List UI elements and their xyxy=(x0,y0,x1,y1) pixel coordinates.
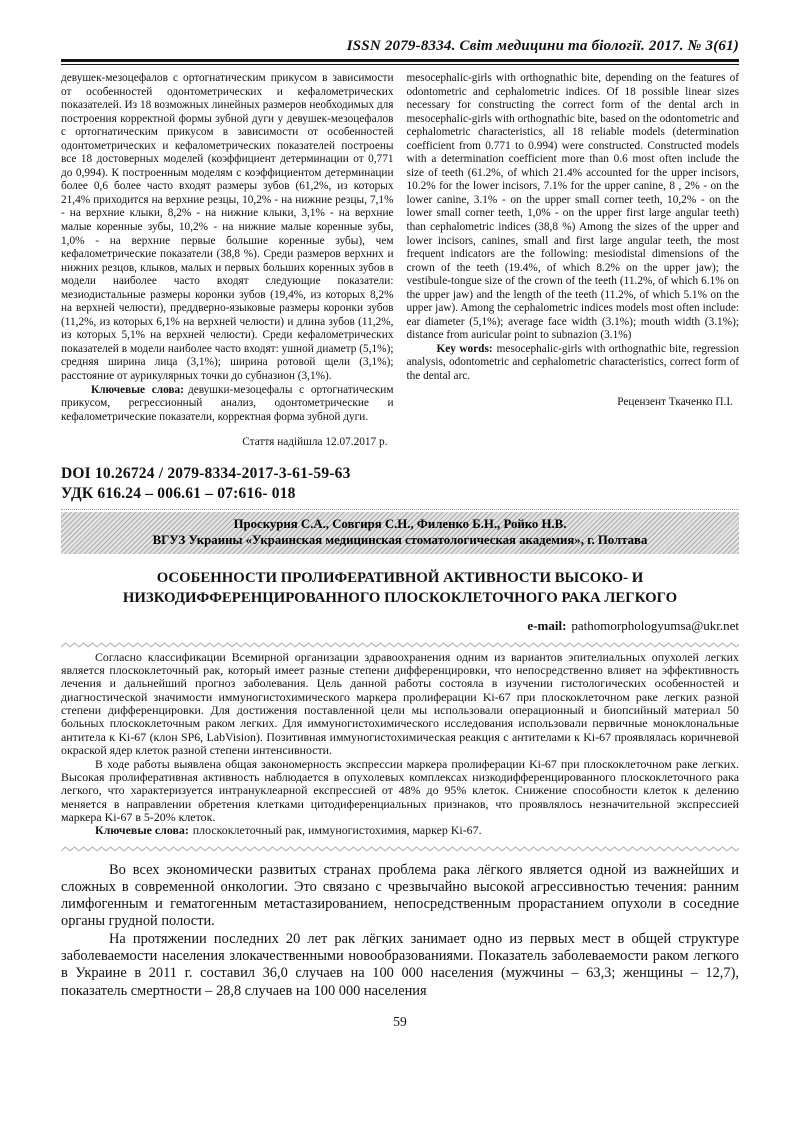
doi-line: DOI 10.26724 / 2079-8334-2017-3-61-59-63 xyxy=(61,464,351,482)
article-title xyxy=(61,568,739,608)
authors-affiliation-box xyxy=(61,512,739,554)
page-number: 59 xyxy=(393,1013,407,1029)
article-body-text xyxy=(61,862,739,1000)
abstract-paragraph-2: В ходе работы выявлена общая закономерность экспрессии маркера пролиферации Ki-67 при плоскоклеточном раке легких. Высокая пролиферативная активность наблюдается в опухолевых комплексах низкодифференцированного плоскоклеточного рака легкого, что характеризуется интрануклеарной експрессией от 48% до 95% клеток. Снижение способности клеток к делению меняется в направлении обретения клетками цитодиференциальных признаков, что проявлялось незначительной экспрессией маркера Ki-67 в 5-20% клеток. xyxy=(61,756,739,824)
article-received-line: Стаття надійшла 12.07.2017 р. xyxy=(242,436,388,449)
zigzag-divider-top xyxy=(61,642,739,648)
abstract-keywords-label: Ключевые слова: xyxy=(95,823,189,838)
journal-issn-line: ISSN 2079-8334. Світ медицини та біології. 2017. № 3(61) xyxy=(346,38,739,54)
english-keywords-label: Key words: xyxy=(436,342,493,355)
russian-keywords-text: девушки-мезоцефалы с ортогнатическим прикусом, регрессионный анализ, одонтометрические и кефалометрические показатели, корректная форма зубной дуги. xyxy=(61,383,394,423)
russian-abstract-body: девушек-мезоцефалов с ортогнатическим прикусом в зависимости от особенностей одонтометрических и кефалометрических показателей. Из 18 возможных линейных размеров необходимых для построения корректной формы зубной дуги у девушек-мезоцефалов с ортогнатическим прикусом в зависимости от особенностей одонтометрических и кефалометрических показателей построены все 18 достоверных моделей (коэффициент детерминации от 0,771 до 0,994). К построенным моделям с коэффициентом детерминации более 0,6 более часто входят размеры зубов (61,2%, из которых 21,4% приходится на верхние резцы, 10,2% - на нижние резцы, 7,1% - на верхние клыки, 8,2% - на нижние клыки, 3,1% - на верхние малые коренные зубы, 10,2% - на нижние малые коренные зубы, 1,0% - на верхние первые большие коренные зубы), чем кефалометрические показатели (38,8 %). Среди размеров верхних и нижних резцов, клыков, малых и первых больших коренных зубов в модели наиболее часто входят следующие показатели: мезиодистальные размеры коронки зубов (19,4%, из которых 8,2% на верхней челюсти), преддверно-языковые размеры коронки зубов (11,2%, из которых 6,1% на верхней челюсти) и длина зубов (11,2%, из которых 5,1% на верхней челюсти). Среди кефалометрических показателей в модели наиболее часто входят: ушной диаметр (5,1%); средняя ширина лица (3,1%); ширина ротовой щели (3,1%); расстояние от аурикулярных точки до субназион (3,1%). xyxy=(61,72,394,383)
email-address: pathomorphologyumsa@ukr.net xyxy=(571,617,739,633)
body-paragraph-1: Во всех экономически развитых странах проблема рака лёгкого является одной из важнейших и сложных в современной онкологии. Это связано с чрезвычайно высокой агрессивностью течения: ранним лимфогенным и гематогенным метастазированием, непосредственным прорастанием опухоли в соседние органы грудной полости. xyxy=(61,861,739,930)
english-keywords-text: mesocephalic-girls with orthognathic bite, regression analysis, odontometric and cephalometric characteristics, correct form of the dental arc. xyxy=(406,342,739,383)
article-title-line2: НИЗКОДИФФЕРЕНЦИРОВАННОГО ПЛОСКОКЛЕТОЧНОГО РАКА ЛЕГКОГО xyxy=(122,589,678,606)
header-rule-thin xyxy=(61,64,739,65)
authors-line: Проскурня С.А., Совгиря С.Н., Филенко Б.Н., Ройко Н.В. xyxy=(233,516,567,531)
page-header xyxy=(61,38,739,65)
abstract-column-english xyxy=(407,72,740,450)
article-title-line1: ОСОБЕННОСТИ ПРОЛИФЕРАТИВНОЙ АКТИВНОСТИ ВЫСОКО- И xyxy=(156,569,644,586)
email-label: e-mail: xyxy=(527,617,567,633)
zigzag-divider-bottom xyxy=(61,846,739,852)
english-keywords-paragraph xyxy=(407,343,740,384)
abstract-column-russian xyxy=(61,72,394,450)
article-reviewer-line: Рецензент Ткаченко П.І. xyxy=(617,395,733,408)
abstract-keywords-text: плоскоклеточный рак, иммуногистохимия, маркер Ki-67. xyxy=(192,823,482,838)
abstract-paragraph-1: Согласно классификации Всемирной организации здравоохранения одним из вариантов эпителиальных опухолей легких является плоскоклеточный рак, который имеет разные степени дифференцировки, что непосредственно влияет на эффективность лечения и дальнейший прогноз заболевания. Цель данной работы состояла в изучении гистологических особенностей и диагностической значимости иммуногистохимического маркера пролиферации Ki-67 при плоскоклеточном раке легких разной степени дифференцировки. Для достижения поставленной цели мы использовали операционный и биопсийный материал 50 больных плоскоклеточным раком легких. Для иммуногистохимического исследования использовали первичные моноклональные антитела к Ki-67 (клон SP6, LabVision). Позитивная иммуногистохимическая реакция с антителами к Ki-67 проявлялась коричневой окраской ядер клеток разной степени интенсивности. xyxy=(61,649,739,758)
abstract-keywords-paragraph xyxy=(61,824,739,837)
body-paragraph-2: На протяжении последних 20 лет рак лёгких занимает одно из первых мест в общей структуре заболеваемости населения злокачественными новообразованиями. Показатель заболеваемости раком легкого в Украине в 2011 г. составил 36,0 случаев на 100 000 населения (мужчины – 63,3; женщины – 12,7), показатель смертности – 28,8 случаев на 100 000 населения xyxy=(61,930,739,999)
dotted-separator xyxy=(61,509,739,510)
english-abstract-body: mesocephalic-girls with orthognathic bite, depending on the features of odontometric and cephalometric indices. Of 18 possible linear sizes necessary for constructing the correct form of the dental arch in mesocephalic-girls with orthognathic bite, based on the odontometric and cephalometric characteristics, all 18 reliable models (determination coefficient from 0.771 to 0.994) were constructed. Constructed models with a determination coefficient more than 0.6 most often include the size of teeth (61.2%, of which 21.4% accounted for the upper incisors, 10.2% for the lower incisors, 7.1% for the upper canine, 8 , 2% - on the lower canine, 3.1% - on the upper small corner teeth, 10,2% - on the lower small corner teeth, 1,0% - on the upper first large angular teeth) than cephalometric indices (38,8 %) Among the sizes of the upper and lower incisors, canines, small and first large angular teeth, the most frequent indicators are the following: mesiodistal dimensions of the crown of the teeth (19.4%, of which 8.2% on the upper jaw); the vestibule-tongue size of the crown of the teeth (11.2%, of which 6.1% on the upper jaw) and the length of the teeth (11.2%, of which 5.1% on the upper jaw). Among the cephalometric indices models most often include: ear diameter (5,1%); average face width (3.1%); mouth width (3.1%); distance from auricular point to subnazion (3.1%) xyxy=(406,72,739,342)
bilingual-abstract-columns xyxy=(61,72,739,450)
russian-keywords-paragraph xyxy=(61,384,394,425)
affiliation-line: ВГУЗ Украины «Украинская медицинская стоматологическая академия», г. Полтава xyxy=(152,533,648,548)
header-rule-thick xyxy=(61,59,739,62)
russian-keywords-label: Ключевые слова: xyxy=(91,383,184,396)
russian-main-abstract xyxy=(61,651,739,838)
email-line xyxy=(61,618,739,634)
udk-line: УДК 616.24 – 006.61 – 07:616- 018 xyxy=(61,484,296,502)
